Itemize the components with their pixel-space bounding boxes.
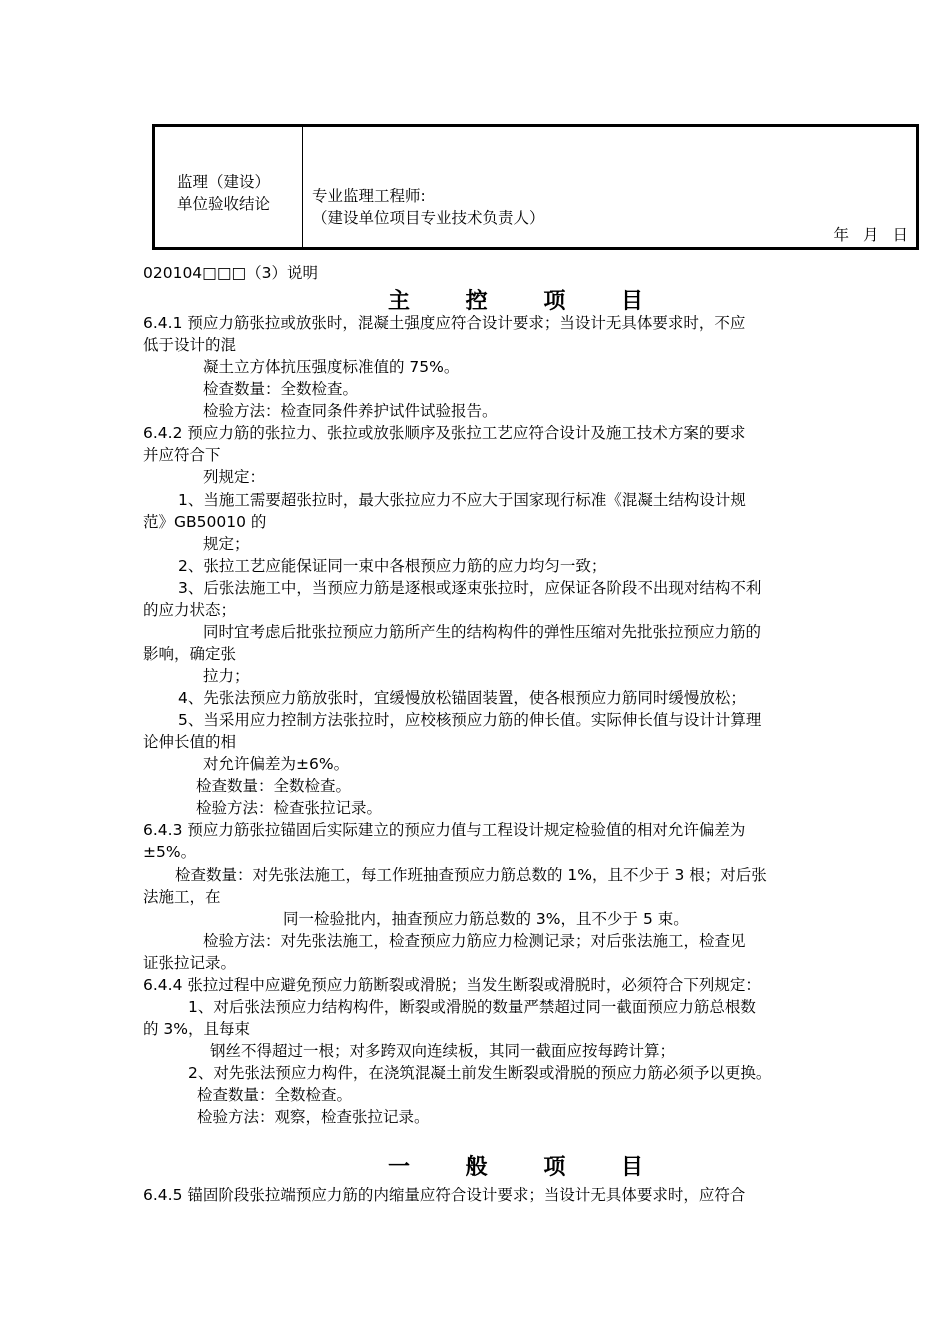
text-line: 证张拉记录。 xyxy=(143,954,237,972)
text-line: 对允许偏差为±6%。 xyxy=(203,755,350,773)
text-line: 范》GB50010 的 xyxy=(143,513,267,531)
date-line xyxy=(819,223,908,245)
text-line: 检验方法：检查同条件养护试件试验报告。 xyxy=(203,402,498,420)
text-line: 检查数量：全数检查。 xyxy=(203,380,359,398)
text-line: 影响，确定张 xyxy=(143,645,237,663)
table-right-label-1: 专业监理工程师: xyxy=(312,187,426,205)
table-right-label-2: （建设单位项目专业技术负责人） xyxy=(312,209,545,227)
text-line: 法施工，在 xyxy=(143,888,221,906)
date-year: 年 xyxy=(833,226,849,244)
text-line: 同一检验批内，抽查预应力筋总数的 3%，且不少于 5 束。 xyxy=(283,910,689,928)
table-left-label-1: 监理（建设） xyxy=(177,173,271,191)
text-line: 的应力状态； xyxy=(143,601,237,619)
text-line: 4、先张法预应力筋放张时，宜缓慢放松锚固装置，使各根预应力筋同时缓慢放松； xyxy=(178,689,746,707)
text-line: 6.4.2 预应力筋的张拉力、张拉或放张顺序及张拉工艺应符合设计及施工技术方案的要求 xyxy=(143,424,746,442)
date-day: 日 xyxy=(892,226,908,244)
acceptance-table xyxy=(152,124,919,250)
text-line: 同时宜考虑后批张拉预应力筋所产生的结构构件的弹性压缩对先批张拉预应力筋的 xyxy=(203,623,762,641)
heading-main-control: 主 控 项 目 xyxy=(388,289,667,314)
text-line: 凝土立方体抗压强度标准值的 75%。 xyxy=(203,358,460,376)
text-line: 检验方法：对先张法施工，检查预应力筋应力检测记录；对后张法施工，检查见 xyxy=(203,932,746,950)
text-line: 6.4.1 预应力筋张拉或放张时，混凝土强度应符合设计要求；当设计无具体要求时，不应 xyxy=(143,314,746,332)
text-line: 规定； xyxy=(203,535,250,553)
heading-general: 一 般 项 目 xyxy=(388,1155,667,1180)
text-line: 拉力； xyxy=(203,667,250,685)
text-line: 2、对先张法预应力构件，在浇筑混凝土前发生断裂或滑脱的预应力筋必须予以更换。 xyxy=(188,1064,772,1082)
text-line: 2、张拉工艺应能保证同一束中各根预应力筋的应力均匀一致； xyxy=(178,557,607,575)
text-line: 1、当施工需要超张拉时，最大张拉应力不应大于国家现行标准《混凝土结构设计规 xyxy=(178,491,746,509)
table-left-label-2: 单位验收结论 xyxy=(177,195,271,213)
text-line: 6.4.5 锚固阶段张拉端预应力筋的内缩量应符合设计要求；当设计无具体要求时，应符合 xyxy=(143,1186,746,1204)
text-line: 列规定： xyxy=(203,468,266,486)
table-divider xyxy=(302,127,303,247)
text-line: 检查数量：全数检查。 xyxy=(196,777,352,795)
text-line: 5、当采用应力控制方法张拉时，应校核预应力筋的伸长值。实际伸长值与设计计算理 xyxy=(178,711,762,729)
text-line: 6.4.4 张拉过程中应避免预应力筋断裂或滑脱；当发生断裂或滑脱时，必须符合下列规定： xyxy=(143,976,761,994)
text-line: 低于设计的混 xyxy=(143,336,237,354)
table-right-cell xyxy=(312,185,545,229)
text-line: 钢丝不得超过一根；对多跨双向连续板，其同一截面应按每跨计算； xyxy=(210,1042,676,1060)
text-line: 检查数量：对先张法施工，每工作班抽查预应力筋总数的 1%，且不少于 3 根；对后张 xyxy=(175,866,767,884)
text-line: 检验方法：观察，检查张拉记录。 xyxy=(197,1108,430,1126)
text-line: 6.4.3 预应力筋张拉锚固后实际建立的预应力值与工程设计规定检验值的相对允许偏差为 xyxy=(143,821,746,839)
text-line: 检查数量：全数检查。 xyxy=(197,1086,353,1104)
text-line: 并应符合下 xyxy=(143,446,221,464)
text-line: 检验方法：检查张拉记录。 xyxy=(196,799,383,817)
text-line: 的 3%，且每束 xyxy=(143,1020,251,1038)
text-line: 3、后张法施工中，当预应力筋是逐根或逐束张拉时，应保证各阶段不出现对结构不利 xyxy=(178,579,762,597)
caption: 020104□□□（3）说明 xyxy=(143,264,318,282)
table-left-cell xyxy=(177,171,270,215)
date-month: 月 xyxy=(862,226,879,244)
text-line: 1、对后张法预应力结构构件，断裂或滑脱的数量严禁超过同一截面预应力筋总根数 xyxy=(188,998,756,1016)
text-line: 论伸长值的相 xyxy=(143,733,237,751)
text-line: ±5%。 xyxy=(143,843,197,861)
